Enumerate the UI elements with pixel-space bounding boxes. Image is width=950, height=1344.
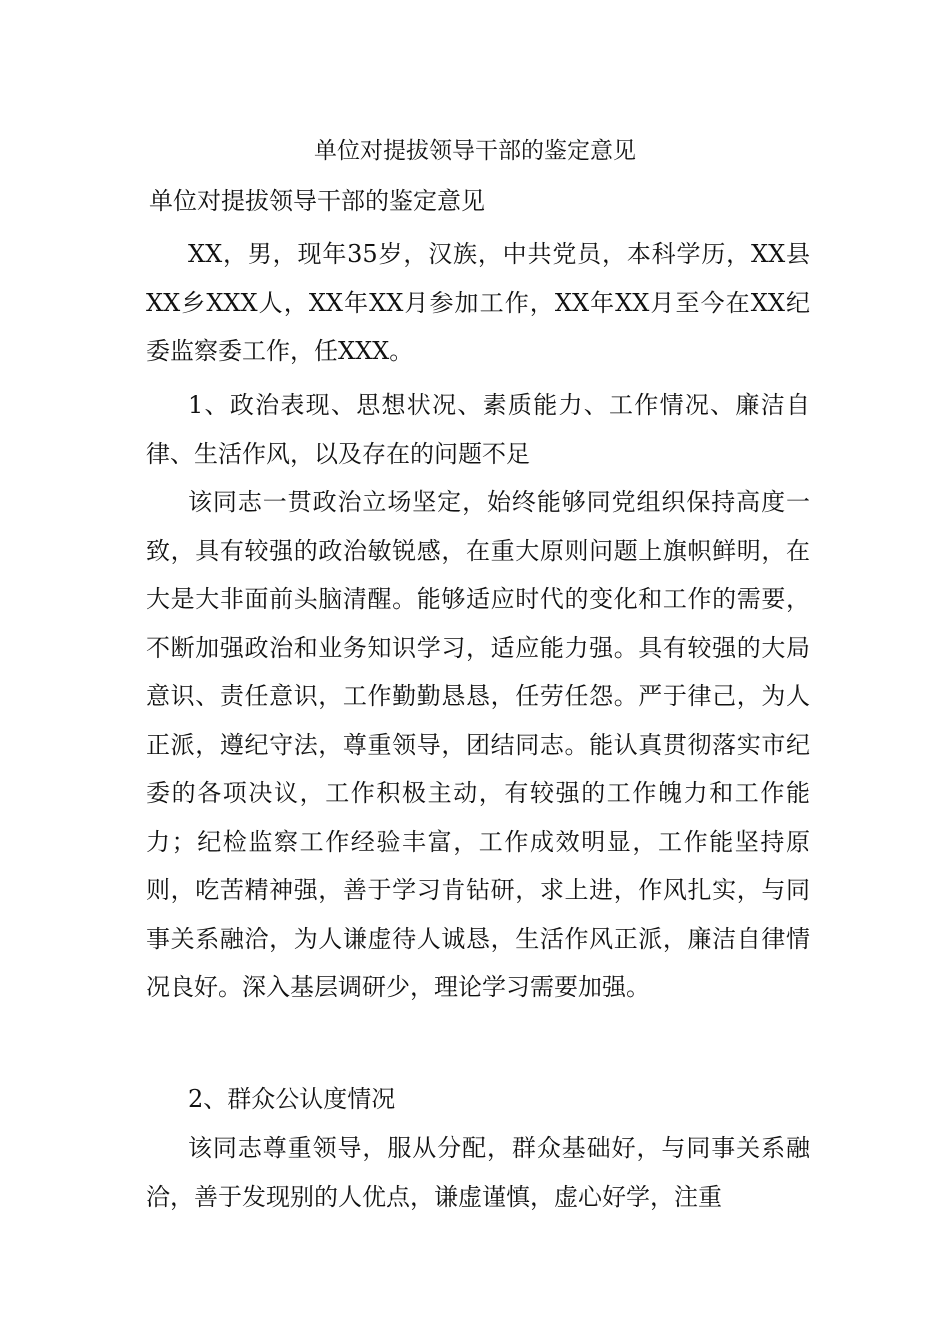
document-subtitle: 单位对提拔领导干部的鉴定意见: [149, 187, 485, 215]
section-1-heading: 1、政治表现、思想状况、素质能力、工作情况、廉洁自律、生活作风，以及存在的问题不足: [146, 391, 810, 468]
intro-paragraph: XX，男，现年35岁，汉族，中共党员，本科学历，XX县XX乡XXX人，XX年XX月参加工作，XX年XX月至今在XX纪委监察委工作，任XXX。: [146, 240, 810, 365]
section-2-heading: 2、群众公认度情况: [188, 1085, 396, 1113]
document-title: 单位对提拔领导干部的鉴定意见: [314, 138, 636, 164]
section-1-body: 该同志一贯政治立场坚定，始终能够同党组织保持高度一致，具有较强的政治敏锐感，在重大原则问题上旗帜鲜明，在大是大非面前头脑清醒。能够适应时代的变化和工作的需要，不断加强政治和业务知识学习，适应能力强。具有较强的大局意识、责任意识，工作勤勤恳恳，任劳任怨。严于律己，为人正派，遵纪守法，尊重领导，团结同志。能认真贯彻落实市纪委的各项决议，工作积极主动，有较强的工作魄力和工作能力；纪检监察工作经验丰富，工作成效明显，工作能坚持原则，吃苦精神强，善于学习肯钻研，求上进，作风扎实，与同事关系融洽，为人谦虚待人诚恳，生活作风正派，廉洁自律情况良好。深入基层调研少，理论学习需要加强。: [146, 488, 810, 1001]
section-2-body: 该同志尊重领导，服从分配，群众基础好，与同事关系融洽，善于发现别的人优点，谦虚谨慎，虚心好学，注重: [146, 1134, 810, 1211]
